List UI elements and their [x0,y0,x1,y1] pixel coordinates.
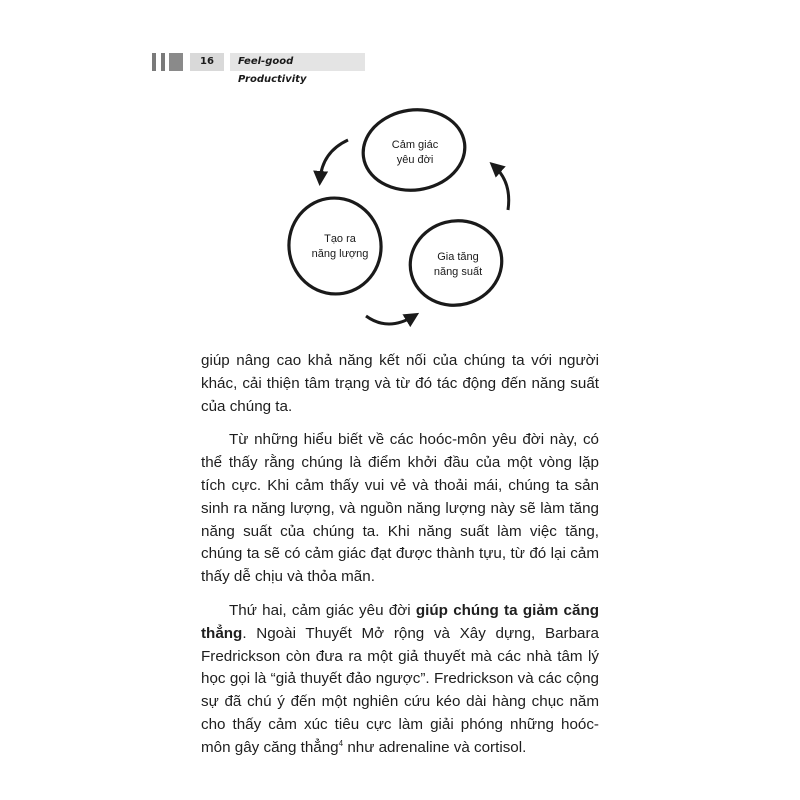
cycle-arrow [494,166,509,210]
node-label-create-energy: Tạo ra năng lượng [311,233,369,260]
page-number: 16 [190,53,224,71]
header-bar [169,53,183,71]
paragraph: Thứ hai, cảm giác yêu đời giúp chúng ta giảm căng thẳng. Ngoài Thuyết Mở rộng và Xây dựng, Barbara Fredrickson còn đưa ra một giả thuyết mà các nhà tâm lý học gọi là “giả thuyết đảo ngược”. Fredrickson và các cộng sự đã chú ý đến một nghiên cứu kéo dài hàng chục năm cho thấy cảm xúc tiêu cực làm giải phóng những hoóc-môn gây căng thẳng$^4$ như adrenaline và cortisol. [201,601,599,756]
cycle-diagram [280,100,540,340]
cycle-arrow [366,316,414,324]
footnote-marker: 4 [338,738,344,748]
book-title: Feel-good Productivity [230,53,365,71]
header-bar [161,53,165,71]
body-text [201,350,599,771]
paragraph: Từ những hiểu biết về các hoóc-môn yêu đời này, có thể thấy rằng chúng là điểm khởi đầu của một vòng lặp tích cực. Khi cảm thấy vui vẻ và thoải mái, chúng ta sản sinh ra năng lượng, và nguồn năng lượng này sẽ làm tăng năng suất của chúng ta. Khi năng suất làm việc tăng, chúng ta sẽ có cảm giác đạt được thành tựu, từ đó lại cảm thấy dễ chịu và thỏa mãn. [201,431,599,586]
node-label-feel-good: Cảm giác yêu đời [391,139,439,166]
cycle-arrow [320,140,348,180]
bold-phrase: giúp chúng ta giảm căng thẳng [201,601,599,642]
node-label-increase-productivity: Gia tăng năng suất [433,251,483,278]
header-bar [152,53,156,71]
paragraph: giúp nâng cao khả năng kết nối của chúng ta với người khác, cải thiện tâm trạng và từ đó tác động đến năng suất của chúng ta. [201,352,599,415]
